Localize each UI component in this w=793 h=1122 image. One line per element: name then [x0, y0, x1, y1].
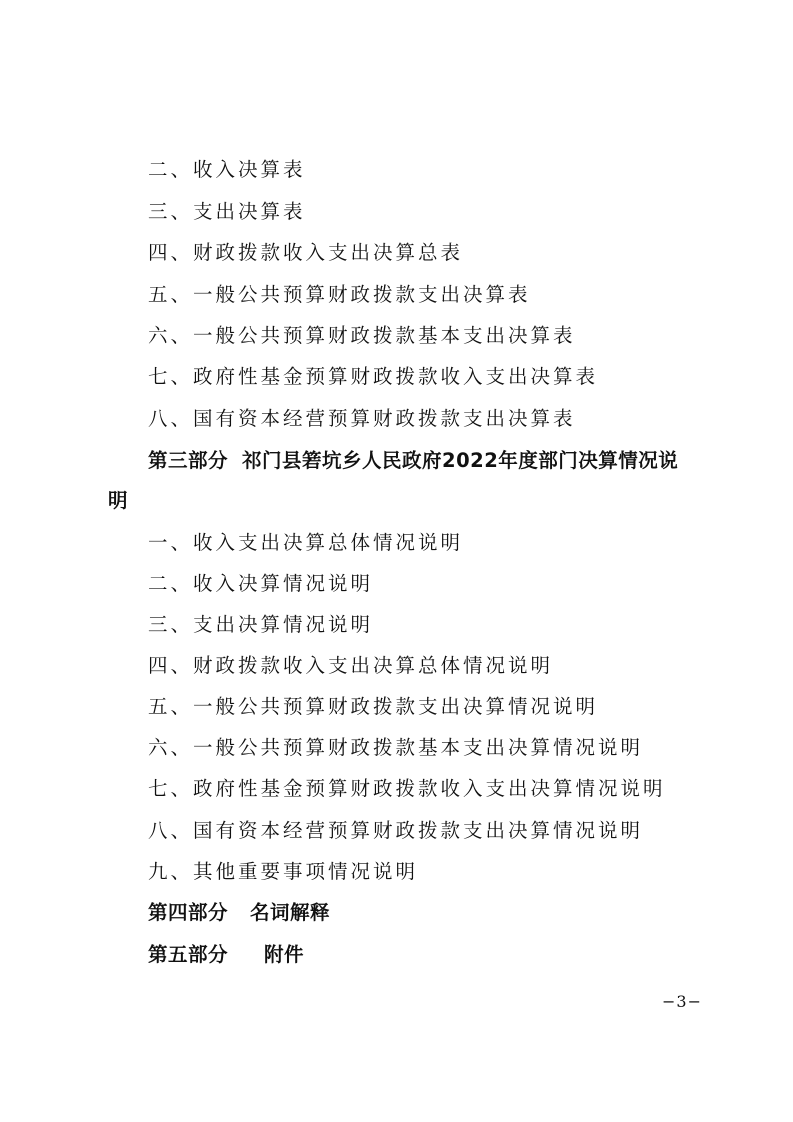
toc-item: 三、支出决算表	[148, 200, 306, 223]
toc-item: 五、一般公共预算财政拨款支出决算表	[148, 283, 531, 306]
section-heading-part5	[148, 943, 304, 967]
section-label: 第四部分	[148, 901, 229, 924]
section-title: 名词解释	[250, 901, 331, 924]
toc-item: 二、收入决算情况说明	[148, 572, 374, 595]
toc-item: 一、收入支出决算总体情况说明	[148, 531, 464, 554]
section-heading-part4	[148, 901, 330, 925]
toc-item: 四、财政拨款收入支出决算总表	[148, 241, 464, 264]
section-heading-part3-continued: 明	[108, 489, 129, 512]
page-number: −3−	[662, 992, 702, 1011]
toc-item: 六、一般公共预算财政拨款基本支出决算表	[148, 324, 576, 347]
toc-item: 八、国有资本经营预算财政拨款支出决算情况说明	[148, 819, 644, 842]
toc-item: 五、一般公共预算财政拨款支出决算情况说明	[148, 695, 599, 718]
section-label: 第三部分	[148, 449, 229, 472]
toc-item: 四、财政拨款收入支出决算总体情况说明	[148, 654, 554, 677]
section-label: 第五部分	[148, 943, 229, 966]
toc-item: 七、政府性基金预算财政拨款收入支出决算情况说明	[148, 777, 666, 800]
toc-item: 六、一般公共预算财政拨款基本支出决算情况说明	[148, 736, 644, 759]
section-heading-part3	[148, 449, 678, 473]
toc-item: 八、国有资本经营预算财政拨款支出决算表	[148, 407, 576, 430]
toc-item: 三、支出决算情况说明	[148, 613, 374, 636]
toc-item: 九、其他重要事项情况说明	[148, 860, 419, 883]
toc-item: 七、政府性基金预算财政拨款收入支出决算表	[148, 365, 599, 388]
section-title: 祁门县箬坑乡人民政府2022年度部门决算情况说	[242, 449, 679, 472]
section-title: 附件	[264, 943, 305, 966]
toc-item: 二、收入决算表	[148, 158, 306, 181]
